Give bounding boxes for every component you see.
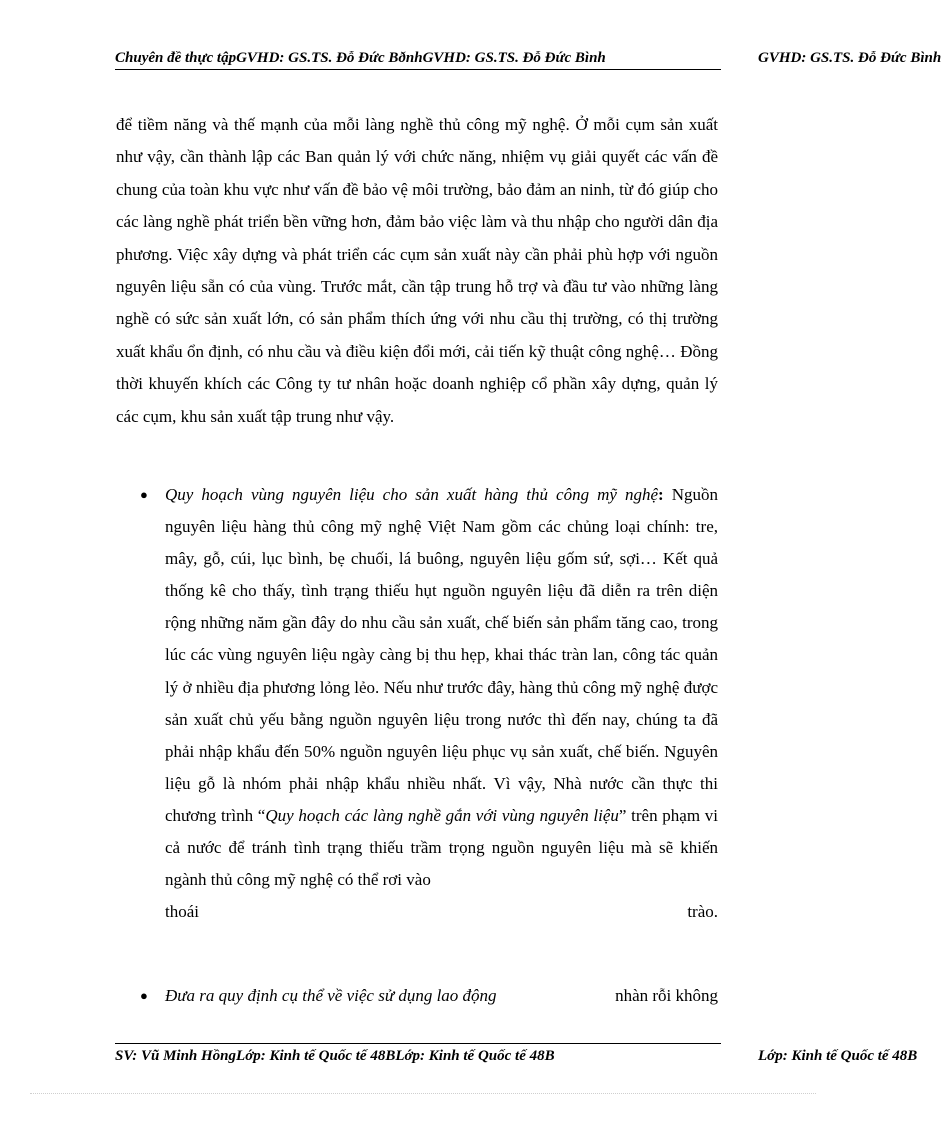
header-left-text: Chuyên đề thực tậpGVHD: GS.TS. Đỗ Đức BðnhGVHD: GS.TS. Đỗ Đức Bình [115, 50, 606, 66]
last-word-1: thoái [165, 902, 199, 922]
header-right-text: GVHD: GS.TS. Đỗ Đức Bình [758, 50, 941, 66]
page-footer [115, 1043, 918, 1073]
page-edge-divider [30, 1093, 816, 1094]
body-paragraph: để tiềm năng và thế mạnh của mỗi làng nghề thủ công mỹ nghệ. Ở mỗi cụm sản xuất như vậy, cần thành lập các Ban quản lý với chức năng, nhiệm vụ giải quyết các vấn đề chung của toàn khu vực như vấn đề bảo vệ môi trường, bảo đảm an ninh, từ đó giúp cho các làng nghề phát triển bền vững hơn, đảm bảo việc làm và thu nhập cho người dân địa phương. Việc xây dựng và phát triển các cụm sản xuất này cần phải phù hợp với nguồn nguyên liệu sẵn có của vùng. Trước mắt, cần tập trung hỗ trợ và đầu tư vào những làng nghề có sức sản xuất lớn, có sản phẩm thích ứng với nhu cầu thị trường, có thị trường xuất khẩu ổn định, có nhu cầu và điều kiện đổi mới, cải tiến kỹ thuật công nghệ… Đồng thời khuyến khích các Công ty tư nhân hoặc doanh nghiệp cổ phần xây dựng, quản lý các cụm, khu sản xuất tập trung như vậy. [116, 115, 718, 426]
header-rule [115, 69, 721, 70]
bullet-last-line [165, 896, 718, 928]
bullet-colon: : [658, 485, 664, 504]
bullet-line [165, 980, 718, 1012]
program-name: Quy hoạch các làng nghề gắn với vùng nguyên liệu [265, 805, 619, 825]
bullet-icon: ● [140, 487, 148, 502]
bullet-icon: ● [140, 988, 148, 1003]
bullet-text: nhàn rỗi không [615, 986, 718, 1005]
bullet-text: Nguồn nguyên liệu hàng thủ công mỹ nghệ Việt Nam gồm các chủng loại chính: tre, mây, gỗ, cúi, lục bình, bẹ chuối, lá buông, nguyên liệu gốm sứ, sợi… Kết quả thống kê cho thấy, tình trạng thiếu hụt nguồn nguyên liệu đã diễn ra trên diện rộng những năm gần đây do nhu cầu sản xuất, chế biến sản phẩm tăng cao, trong lúc các vùng nguyên liệu ngày càng bị thu hẹp, khai thác tràn lan, công tác quản lý ở nhiều địa phương lỏng lẻo. Nếu như trước đây, hàng thủ công mỹ nghệ được sản xuất chủ yếu bằng nguồn nguyên liệu trong nước thì đến nay, chúng ta đã phải nhập khẩu đến 50% nguồn nguyên liệu phục vụ sản xuất, chế biến. Nguyên liệu gỗ là nhóm phải nhập khẩu nhiều nhất. Vì vậy, Nhà nước cần thực thi chương trình “ [165, 485, 719, 825]
last-word-2: trào. [687, 902, 718, 922]
footer-rule [115, 1043, 721, 1044]
bullet-title: Đưa ra quy định cụ thể về việc sử dụng lao động [165, 986, 497, 1005]
page-header [115, 46, 941, 70]
bullet-title: Quy hoạch vùng nguyên liệu cho sản xuất hàng thủ công mỹ nghệ [165, 485, 659, 504]
bullet-item-labor [140, 980, 718, 1012]
bullet-item-raw-materials [140, 479, 719, 928]
footer-right-text: Lớp: Kinh tế Quốc tế 48B [758, 1048, 918, 1064]
footer-left-text: SV: Vũ Minh HồngLớp: Kinh tế Quốc tế 48BLớp: Kinh tế Quốc tế 48B [115, 1048, 555, 1064]
bullet-text-continued: ” trên phạm vi cả nước để tránh tình trạng thiếu trầm trọng nguồn nguyên liệu mà sẽ khiến ngành thủ công mỹ nghệ có thể rơi vào [165, 805, 718, 890]
